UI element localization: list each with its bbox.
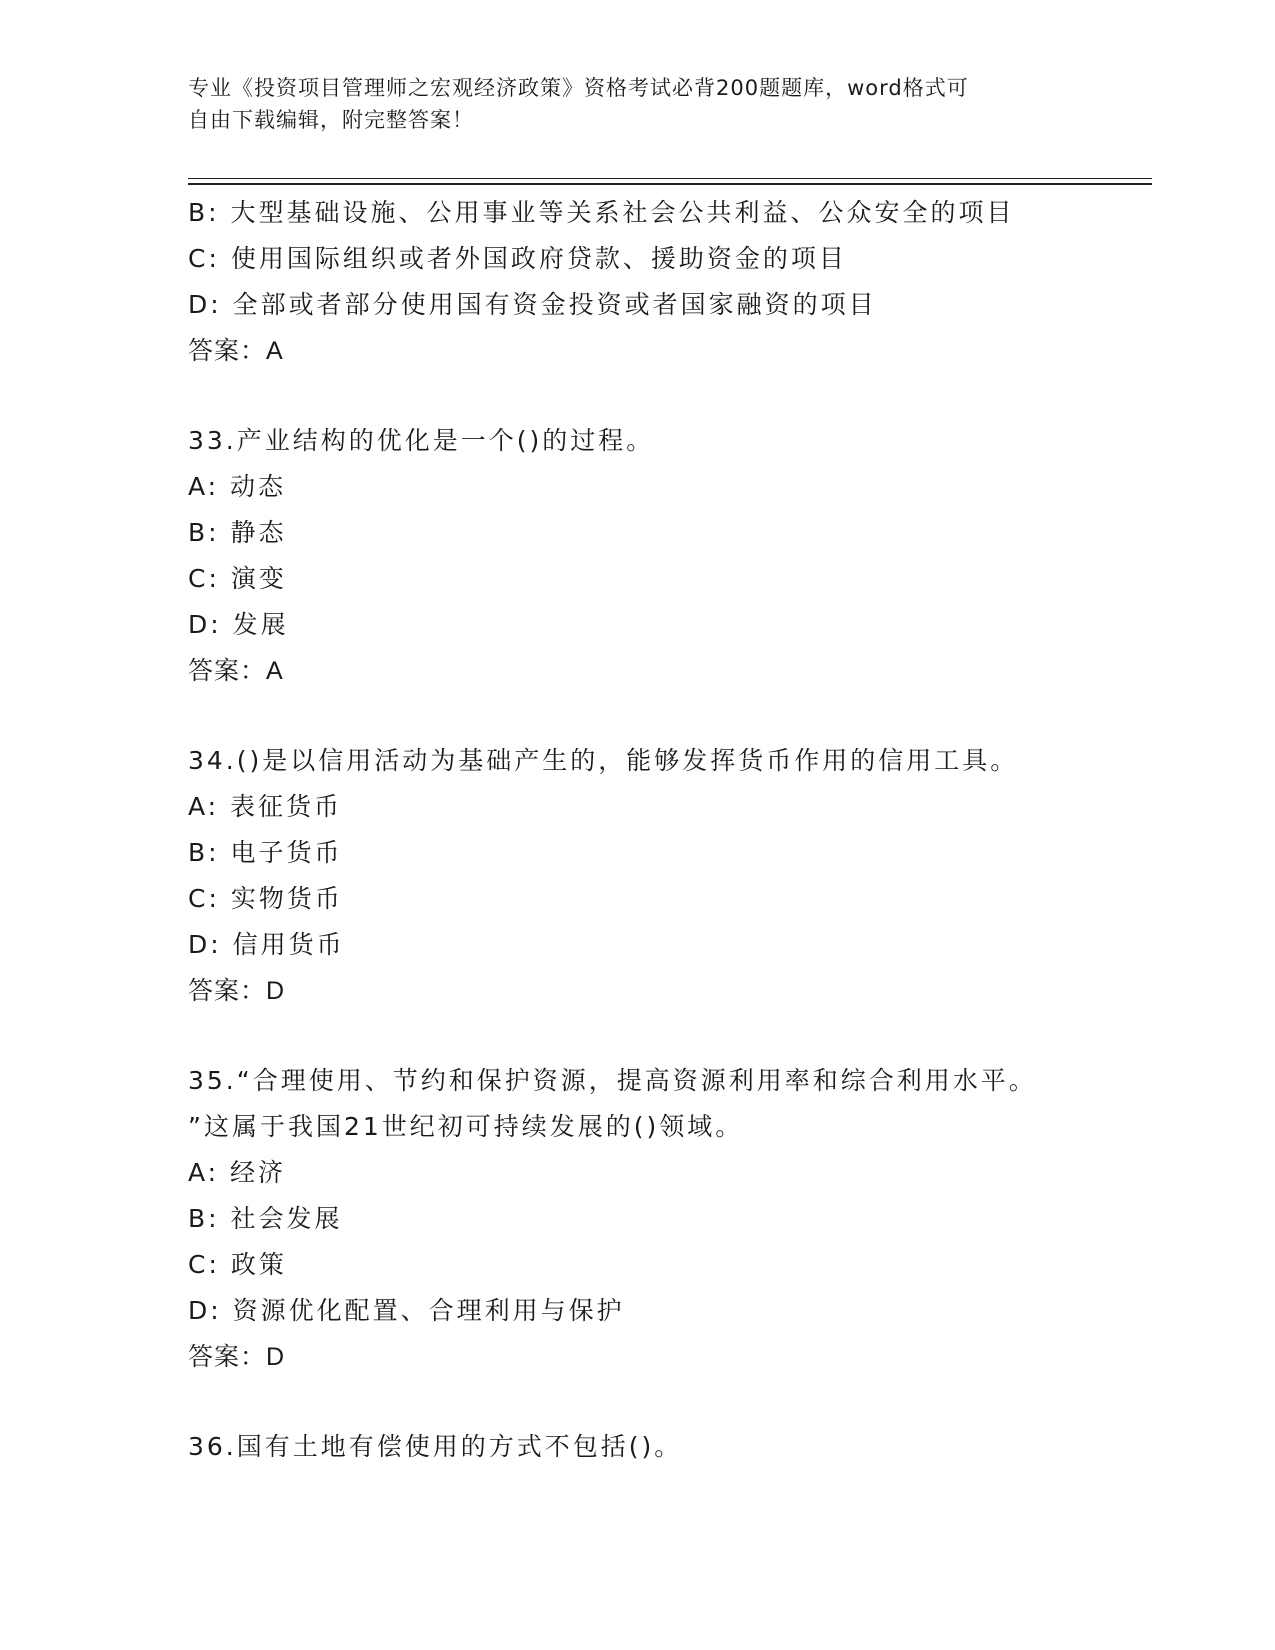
question-33 <box>188 418 1088 694</box>
question-list <box>188 190 1088 1470</box>
question-34 <box>188 738 1088 1014</box>
option-a: A: 表征货币 <box>188 792 343 821</box>
header-divider-thick <box>188 183 1152 185</box>
option-d: D: 全部或者部分使用国有资金投资或者国家融资的项目 <box>188 290 877 319</box>
header-line-2: 自由下载编辑，附完整答案！ <box>188 108 474 132</box>
question-36 <box>188 1424 1088 1470</box>
option-c: C: 政策 <box>188 1250 287 1279</box>
option-d: D: 信用货币 <box>188 930 345 959</box>
option-b: B: 社会发展 <box>188 1204 343 1233</box>
option-c: C: 演变 <box>188 564 287 593</box>
question-32-tail <box>188 190 1088 374</box>
option-a: A: 经济 <box>188 1158 287 1187</box>
question-stem-line-1: 35.“合理使用、节约和保护资源，提高资源利用率和综合利用水平。 <box>188 1066 1037 1095</box>
header-divider-thin <box>188 178 1152 179</box>
question-35 <box>188 1058 1088 1380</box>
question-stem: 36.国有土地有偿使用的方式不包括()。 <box>188 1432 683 1461</box>
option-b: B: 大型基础设施、公用事业等关系社会公共利益、公众安全的项目 <box>188 198 1015 227</box>
document-header <box>188 72 1068 136</box>
question-stem: 34.()是以信用活动为基础产生的，能够发挥货币作用的信用工具。 <box>188 746 1019 775</box>
answer: 答案：A <box>188 337 284 365</box>
option-c: C: 实物货币 <box>188 884 343 913</box>
option-d: D: 资源优化配置、合理利用与保护 <box>188 1296 625 1325</box>
answer: 答案：D <box>188 977 286 1005</box>
option-a: A: 动态 <box>188 472 287 501</box>
option-b: B: 静态 <box>188 518 287 547</box>
header-line-1: 专业《投资项目管理师之宏观经济政策》资格考试必背200题题库，word格式可 <box>188 76 969 100</box>
question-stem: 33.产业结构的优化是一个()的过程。 <box>188 426 655 455</box>
answer: 答案：A <box>188 657 284 685</box>
question-stem-line-2: ”这属于我国21世纪初可持续发展的()领域。 <box>188 1112 744 1141</box>
option-d: D: 发展 <box>188 610 289 639</box>
answer: 答案：D <box>188 1343 286 1371</box>
option-b: B: 电子货币 <box>188 838 343 867</box>
option-c: C: 使用国际组织或者外国政府贷款、援助资金的项目 <box>188 244 847 273</box>
